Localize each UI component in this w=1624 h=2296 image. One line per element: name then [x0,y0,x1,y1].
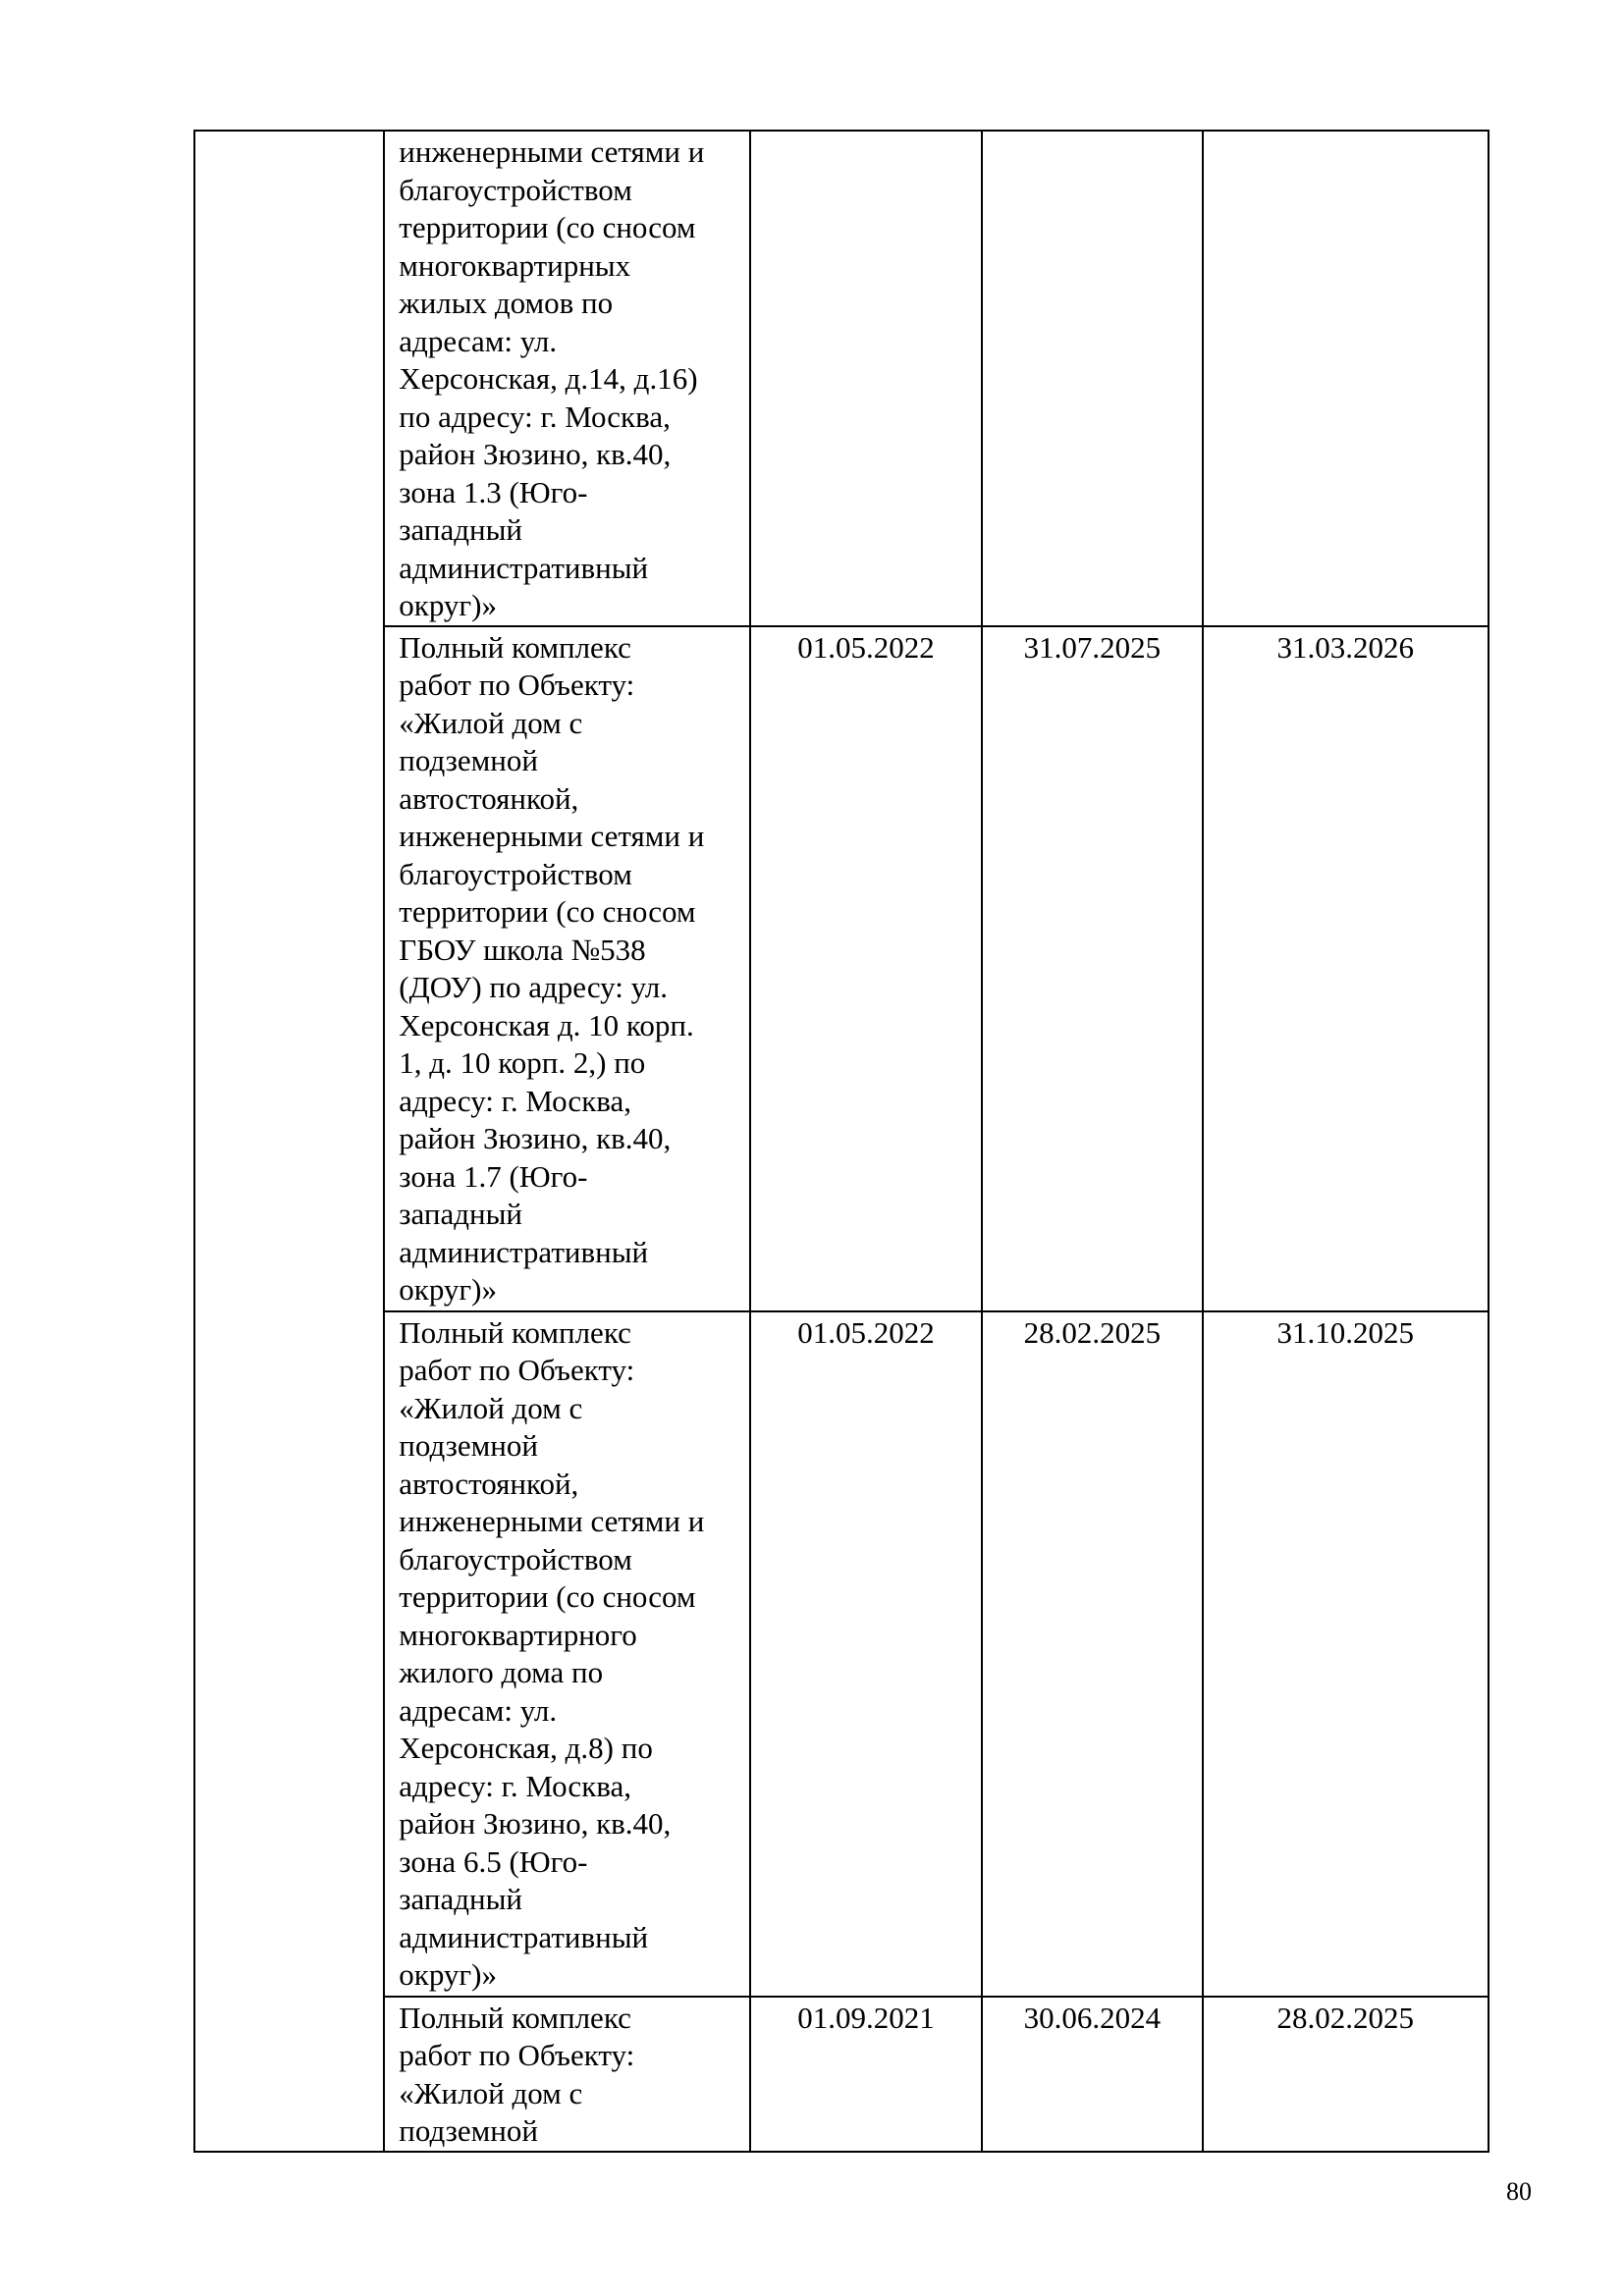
final-date: 28.02.2025 [1276,2000,1414,2035]
number-cell [194,131,384,2152]
final-date-cell [1203,1997,1489,2152]
description-cell [384,1997,750,2152]
start-date-cell [750,1997,982,2152]
table-row [194,1311,1489,1997]
start-date: 01.05.2022 [797,1314,935,1350]
description-text: Полный комплекс работ по Объекту: «Жилой дом с подземной [399,2000,635,2148]
final-date [1204,132,1488,133]
start-date: 01.05.2022 [797,629,935,665]
end-date-cell [982,1311,1202,1997]
end-date-cell [982,626,1202,1311]
end-date: 30.06.2024 [1023,2000,1162,2035]
description-cell [384,626,750,1311]
start-date-cell [750,131,982,626]
final-date-cell [1203,131,1489,626]
end-date: 28.02.2025 [1023,1314,1162,1350]
final-date: 31.03.2026 [1276,629,1414,665]
start-date: 01.09.2021 [797,2000,935,2035]
page-number: 80 [1506,2177,1532,2206]
end-date-cell [982,1997,1202,2152]
table-row [194,131,1489,626]
final-date-cell [1203,626,1489,1311]
start-date-cell [750,626,982,1311]
start-date-cell [750,1311,982,1997]
end-date-cell [982,131,1202,626]
end-date: 31.07.2025 [1023,629,1162,665]
end-date [983,132,1201,133]
start-date [751,132,981,133]
description-text: Полный комплекс работ по Объекту: «Жилой дом с подземной автостоянкой, инженерными сетями и благоустройством территории (со сносом ГБОУ школа №538 (ДОУ) по адресу: ул. Херсонская д. 10 корп. 1, д. 10 корп. 2,) по адресу: г. Москва, район Зюзино, кв.40, зона 1.7 (Юго- западный административный округ)» [399,629,705,1307]
final-date: 31.10.2025 [1276,1314,1414,1350]
description-text: Полный комплекс работ по Объекту: «Жилой дом с подземной автостоянкой, инженерными сетями и благоустройством территории (со сносом многоквартирного жилого дома по адресам: ул. Херсонская, д.8) по адресу: г. Москва, район Зюзино, кв.40, зона 6.5 (Юго- западный административный округ)» [399,1314,705,1992]
works-schedule-table [193,130,1489,2153]
description-cell [384,131,750,626]
final-date-cell [1203,1311,1489,1997]
description-cell [384,1311,750,1997]
description-text: инженерными сетями и благоустройством территории (со сносом многоквартирных жилых домов по адресам: ул. Херсонская, д.14, д.16) по адресу: г. Москва, район Зюзино, кв.40, зона 1.3 (Юго- западный административный округ)» [399,134,705,622]
table-row [194,1997,1489,2152]
table-row [194,626,1489,1311]
